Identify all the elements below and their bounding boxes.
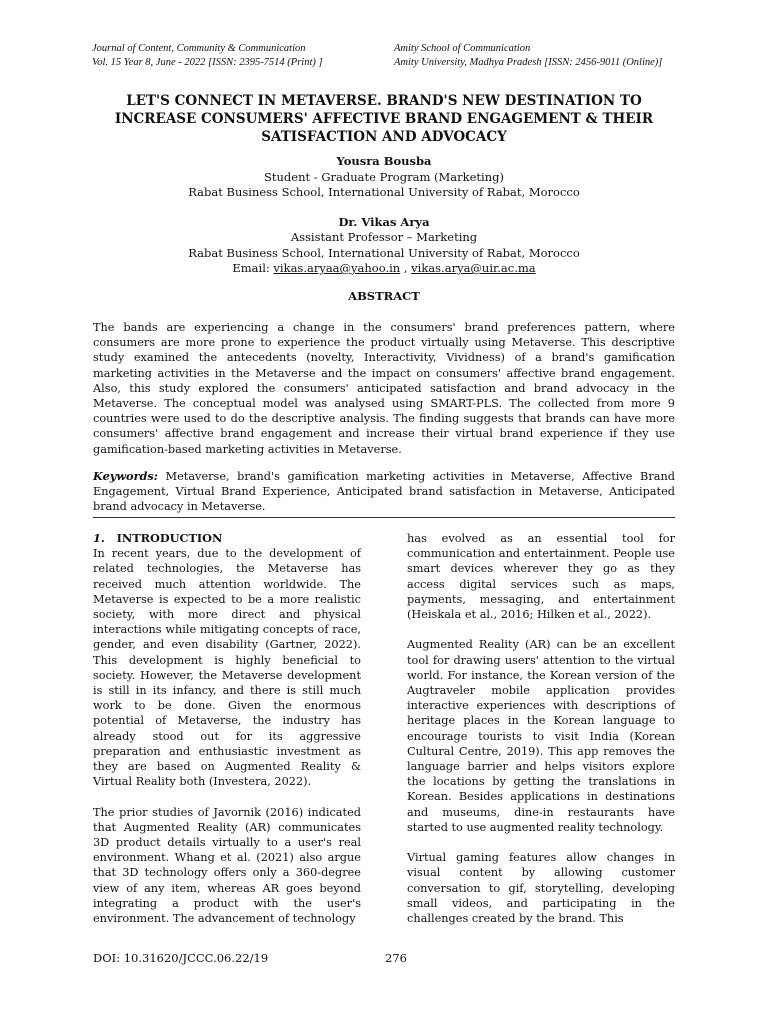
- author-2-name: Dr. Vikas Arya: [338, 214, 430, 229]
- author-2: [80, 215, 688, 277]
- email-link-yahoo[interactable]: vikas.aryaa@yahoo.in: [273, 261, 401, 275]
- author-1-name: Yousra Bousba: [336, 154, 432, 168]
- publisher-issn: Amity University, Madhya Pradesh [ISSN: 2456-9011 (Online)]: [394, 57, 663, 68]
- paragraph: Virtual gaming features allow changes in visual content by allowing customer conversation to gif, storytelling, developing small videos, and participating in the challenges created by the brand. This: [407, 851, 675, 926]
- paragraph: The prior studies of Javornik (2016) indicated that Augmented Reality (AR) communicates 3D product details virtually to a user's real environment. Whang et al. (2021) also argue that 3D technology offers only a 360-degree view of any item, whereas AR goes beyond integrating a product with the user's environment. The advancement of technology: [93, 805, 361, 926]
- keywords: [93, 469, 675, 515]
- publisher-name: Amity School of Communication: [394, 43, 531, 54]
- page-number: 276: [385, 951, 407, 965]
- title-line-2: INCREASE CONSUMERS' AFFECTIVE BRAND ENGAGEMENT & THEIR: [114, 111, 654, 127]
- section-divider: [93, 517, 675, 518]
- paragraph: Augmented Reality (AR) can be an excellent tool for drawing users' attention to the virtual world. For instance, the Korean version of the Augtraveler mobile application provides interactive experiences with descriptions of heritage places in the Korean language to encourage tourists to visit India (Korean Cultural Centre, 2019). This app removes the language barrier and helps visitors explore the locations by getting the translations in Korean. Besides applications in destinations and museums, dine-in restaurants have started to use augmented reality technology.: [407, 638, 675, 834]
- author-2-email-line: [80, 261, 688, 277]
- paragraph: has evolved as an essential tool for communication and entertainment. People use smart devices wherever they go as they access digital services such as maps, payments, messaging, and entertainment (Heiskala et al., 2016; Hilken et al., 2022).: [407, 532, 675, 622]
- author-1: [80, 154, 688, 201]
- abstract-heading: ABSTRACT: [348, 289, 420, 303]
- title-line-1: LET'S CONNECT IN METAVERSE. BRAND'S NEW DESTINATION TO: [126, 93, 642, 109]
- email-label: Email:: [232, 261, 274, 275]
- section-number: 1.: [93, 531, 105, 545]
- abstract-text: The bands are experiencing a change in the consumers' brand preferences pattern, where consumers are more prone to experience the product virtually using Metaverse. This descriptive study examined the antecedents (novelty, Interactivity, Vividness) of a brand's gamification marketing activities in the Metaverse and the impact on consumers' affective brand engagement. Also, this study explored the consumers' anticipated satisfaction and brand advocacy in the Metaverse. The conceptual model was analysed using SMART-PLS. The collected from more 9 countries were used to do the descriptive analysis. The finding suggests that brands can have more consumers' affective brand engagement and increase their virtual brand experience if they use gamification-based marketing activities in Metaverse.: [93, 321, 675, 456]
- author-1-affiliation: Rabat Business School, International University of Rabat, Morocco: [188, 185, 580, 199]
- paragraph: In recent years, due to the development of related technologies, the Metaverse has received much attention worldwide. The Metaverse is expected to be a more realistic society, with more direct and physical interactions while mitigating concepts of race, gender, and even disability (Gartner, 2022). This development is highly beneficial to society. However, the Metaverse development is still in its infancy, and there is still much work to be done. Given the enormous potential of Metaverse, the industry has already stood out for its aggressive preparation and enthusiastic investment as they are based on Augmented Reality & Virtual Reality both (Investera, 2022).: [93, 547, 361, 789]
- author-block: [80, 154, 688, 277]
- title-line-3: SATISFACTION AND ADVOCACY: [261, 129, 507, 145]
- paper-title: [80, 92, 688, 146]
- doi: DOI: 10.31620/JCCC.06.22/19: [93, 951, 269, 965]
- email-separator: ,: [400, 261, 412, 275]
- section-title: INTRODUCTION: [116, 531, 223, 545]
- keywords-text: Metaverse, brand's gamification marketing activities in Metaverse, Affective Brand Engagement, Virtual Brand Experience, Anticipated brand satisfaction in Metaverse, Anticipated brand advocacy in Metaverse.: [93, 470, 675, 514]
- right-column: [407, 531, 675, 926]
- journal-header: [92, 42, 323, 70]
- left-column: [93, 531, 361, 926]
- author-1-role: Student - Graduate Program (Marketing): [264, 169, 504, 184]
- email-link-uir[interactable]: vikas.arya@uir.ac.ma: [411, 261, 536, 275]
- publisher-header: [394, 42, 662, 70]
- journal-volume: Vol. 15 Year 8, June - 2022 [ISSN: 2395-7514 (Print) ]: [92, 57, 323, 68]
- journal-name: Journal of Content, Community & Communication: [92, 43, 306, 54]
- keywords-label: Keywords:: [93, 469, 158, 483]
- author-2-affiliation: Rabat Business School, International University of Rabat, Morocco: [188, 245, 580, 260]
- section-heading-introduction: [93, 531, 361, 546]
- author-2-role: Assistant Professor – Marketing: [290, 230, 478, 244]
